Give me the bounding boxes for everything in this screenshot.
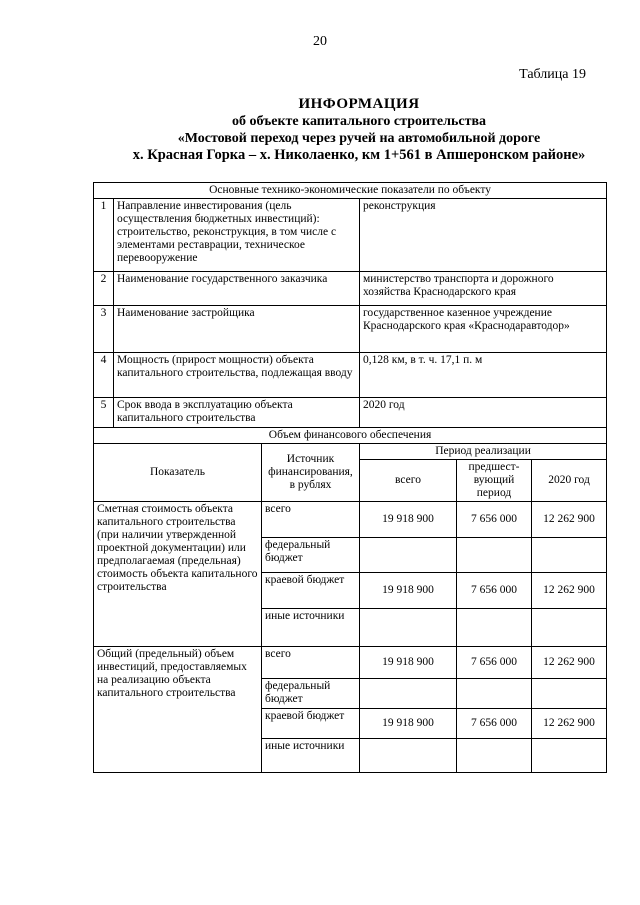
tech-section-title: Основные технико-экономические показатели по объекту <box>94 183 607 199</box>
fin-source: краевой бюджет <box>262 573 360 609</box>
fin-total: 19 918 900 <box>360 502 457 538</box>
table-label: Таблица 19 <box>519 67 586 82</box>
fin-header-source: Источник финансирования, в рублях <box>262 444 360 502</box>
tech-row-name: Наименование застройщика <box>114 306 360 353</box>
fin-header-year: 2020 год <box>532 460 607 502</box>
tech-row-value: государственное казенное учреждение Краснодарского края «Краснодаравтодор» <box>360 306 607 353</box>
heading-object-name: «Мостовой переход через ручей на автомобильной дороге <box>177 131 541 146</box>
tech-row <box>94 306 607 353</box>
tech-row-number: 2 <box>94 272 114 306</box>
fin-previous: 7 656 000 <box>457 709 532 739</box>
fin-header-indicator: Показатель <box>94 444 262 502</box>
tech-row <box>94 398 607 428</box>
info-table <box>93 182 607 773</box>
tech-row <box>94 353 607 398</box>
fin-year <box>532 538 607 573</box>
fin-total: 19 918 900 <box>360 647 457 679</box>
fin-total <box>360 739 457 773</box>
fin-total <box>360 609 457 647</box>
fin-indicator: Сметная стоимость объекта капитального строительства (при наличии утвержденной проектной документации) или предполагаемая (предельная) стоимость объекта капитального строительства <box>94 502 262 647</box>
fin-total: 19 918 900 <box>360 709 457 739</box>
fin-header-period: Период реализации <box>360 444 607 460</box>
fin-source: краевой бюджет <box>262 709 360 739</box>
fin-previous: 7 656 000 <box>457 647 532 679</box>
fin-previous <box>457 538 532 573</box>
fin-year: 12 262 900 <box>532 573 607 609</box>
heading-subtitle: об объекте капитального строительства <box>231 114 487 129</box>
table-row <box>94 502 607 538</box>
fin-total <box>360 538 457 573</box>
fin-previous <box>457 679 532 709</box>
tech-row-value: реконструкция <box>360 199 607 272</box>
fin-previous: 7 656 000 <box>457 502 532 538</box>
tech-row-number: 3 <box>94 306 114 353</box>
fin-source: иные источники <box>262 609 360 647</box>
tech-row <box>94 199 607 272</box>
fin-total <box>360 679 457 709</box>
tech-row-value: министерство транспорта и дорожного хозяйства Краснодарского края <box>360 272 607 306</box>
fin-previous <box>457 609 532 647</box>
fin-year <box>532 609 607 647</box>
tech-row-name: Мощность (прирост мощности) объекта капитального строительства, подлежащая вводу <box>114 353 360 398</box>
fin-header-previous: предшест-вующий период <box>457 460 532 502</box>
tech-row-number: 5 <box>94 398 114 428</box>
fin-year: 12 262 900 <box>532 647 607 679</box>
tech-row-name: Срок ввода в эксплуатацию объекта капитального строительства <box>114 398 360 428</box>
tech-row-name: Направление инвестирования (цель осуществления бюджетных инвестиций): строительство, реконструкция, в том числе с элементами реставрации, техническое перевооружение <box>114 199 360 272</box>
fin-year <box>532 739 607 773</box>
fin-previous: 7 656 000 <box>457 573 532 609</box>
tech-row-value: 0,128 км, в т. ч. 17,1 п. м <box>360 353 607 398</box>
heading-title: ИНФОРМАЦИЯ <box>298 96 420 112</box>
tech-row-name: Наименование государственного заказчика <box>114 272 360 306</box>
fin-year: 12 262 900 <box>532 502 607 538</box>
tech-row-number: 1 <box>94 199 114 272</box>
fin-source: федеральный бюджет <box>262 538 360 573</box>
document-heading <box>94 96 624 164</box>
fin-year <box>532 679 607 709</box>
tech-row-value: 2020 год <box>360 398 607 428</box>
heading-location: х. Красная Горка – х. Николаенко, км 1+561 в Апшеронском районе» <box>132 147 586 163</box>
fin-total: 19 918 900 <box>360 573 457 609</box>
tech-row-number: 4 <box>94 353 114 398</box>
fin-source: всего <box>262 502 360 538</box>
fin-indicator: Общий (предельный) объем инвестиций, предоставляемых на реализацию объекта капитального строительства <box>94 647 262 773</box>
table-row <box>94 647 607 679</box>
fin-year: 12 262 900 <box>532 709 607 739</box>
fin-previous <box>457 739 532 773</box>
fin-source: федеральный бюджет <box>262 679 360 709</box>
fin-section-title: Объем финансового обеспечения <box>94 428 607 444</box>
tech-row <box>94 272 607 306</box>
fin-source: всего <box>262 647 360 679</box>
fin-source: иные источники <box>262 739 360 773</box>
fin-header-total: всего <box>360 460 457 502</box>
page-number: 20 <box>313 34 327 49</box>
